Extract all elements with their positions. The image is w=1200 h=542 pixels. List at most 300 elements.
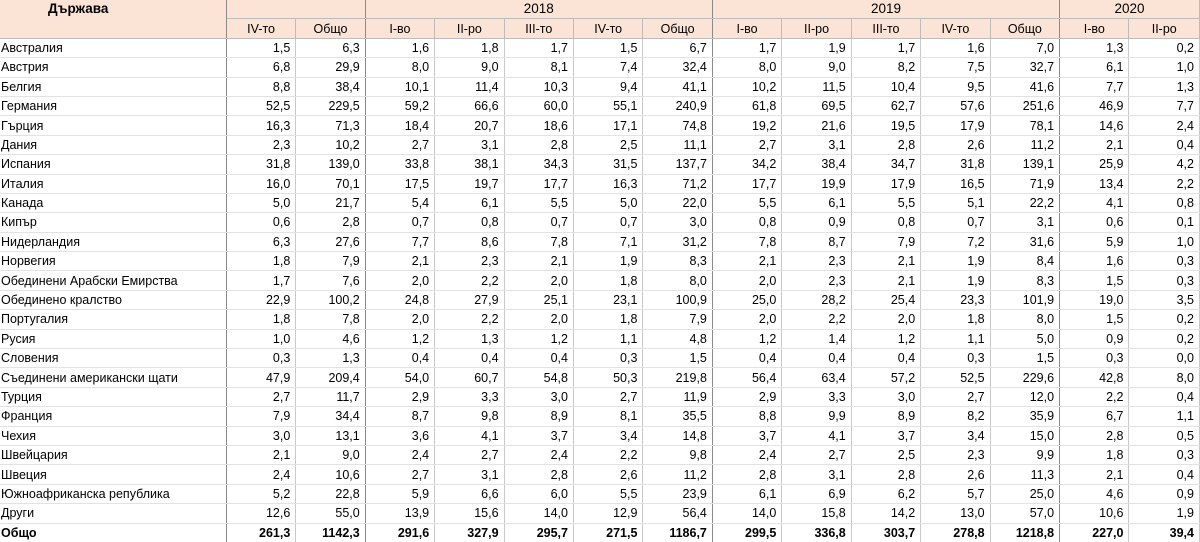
value-cell: 25,0 [712,290,781,309]
value-cell: 0,4 [1129,465,1200,484]
value-cell: 21,6 [782,116,851,135]
value-cell: 8,6 [435,232,504,251]
value-cell: 229,5 [296,96,365,115]
value-cell: 2,3 [782,252,851,271]
value-cell: 0,3 [1129,252,1200,271]
value-cell: 0,3 [226,349,295,368]
value-cell: 0,7 [921,213,990,232]
value-cell: 1,1 [1129,407,1200,426]
value-cell: 31,2 [643,232,712,251]
value-cell: 8,0 [990,310,1059,329]
value-cell: 3,1 [435,465,504,484]
value-cell: 3,1 [782,465,851,484]
value-cell: 0,7 [504,213,573,232]
value-cell: 7,9 [851,232,920,251]
value-cell: 29,9 [296,58,365,77]
quarter-header: IV-то [226,19,295,38]
value-cell: 0,6 [226,213,295,232]
value-cell: 0,8 [851,213,920,232]
value-cell: 17,7 [504,174,573,193]
value-cell: 56,4 [712,368,781,387]
value-cell: 2,3 [435,252,504,271]
value-cell: 22,2 [990,193,1059,212]
value-cell: 11,9 [643,387,712,406]
value-cell: 0,2 [1129,329,1200,348]
value-cell: 4,1 [782,426,851,445]
value-cell: 100,9 [643,290,712,309]
value-cell: 5,5 [573,484,642,503]
value-cell: 46,9 [1060,96,1129,115]
value-cell: 8,0 [712,58,781,77]
value-cell: 14,0 [504,504,573,523]
value-cell: 11,5 [782,77,851,96]
value-cell: 139,0 [296,155,365,174]
value-cell: 0,0 [1129,349,1200,368]
value-cell: 8,9 [504,407,573,426]
table-row [0,77,1200,96]
pre-year-header [226,0,365,19]
value-cell: 71,9 [990,174,1059,193]
value-cell: 10,1 [365,77,434,96]
value-cell: 34,7 [851,155,920,174]
value-cell: 2,2 [1129,174,1200,193]
value-cell: 209,4 [296,368,365,387]
value-cell: 0,7 [365,213,434,232]
value-cell: 1,4 [782,329,851,348]
table-row [0,271,1200,290]
value-cell: 3,0 [643,213,712,232]
value-cell: 1,6 [365,38,434,57]
table-row [0,504,1200,523]
value-cell: 9,9 [782,407,851,426]
value-cell: 6,1 [782,193,851,212]
value-cell: 295,7 [504,523,573,542]
value-cell: 6,3 [226,232,295,251]
value-cell: 14,6 [1060,116,1129,135]
value-cell: 2,5 [851,445,920,464]
value-cell: 10,6 [296,465,365,484]
value-cell: 2,0 [712,271,781,290]
value-cell: 2,0 [365,271,434,290]
value-cell: 20,7 [435,116,504,135]
quarter-header: IV-то [573,19,642,38]
value-cell: 6,9 [782,484,851,503]
table-row [0,116,1200,135]
value-cell: 3,1 [782,135,851,154]
value-cell: 0,2 [1129,310,1200,329]
value-cell: 4,6 [1060,484,1129,503]
quarter-header: II-ро [1129,19,1200,38]
value-cell: 6,2 [851,484,920,503]
value-cell: 5,2 [226,484,295,503]
value-cell: 57,6 [921,96,990,115]
country-name-cell: Дания [0,135,226,154]
value-cell: 0,4 [782,349,851,368]
value-cell: 7,6 [296,271,365,290]
value-cell: 1,6 [921,38,990,57]
value-cell: 41,1 [643,77,712,96]
value-cell: 0,4 [504,349,573,368]
value-cell: 31,6 [990,232,1059,251]
country-name-cell: Швеция [0,465,226,484]
value-cell: 1,7 [226,271,295,290]
value-cell: 31,8 [921,155,990,174]
value-cell: 8,8 [226,77,295,96]
value-cell: 11,4 [435,77,504,96]
country-name-cell: Нидерландия [0,232,226,251]
quarter-header: I-во [365,19,434,38]
value-cell: 11,3 [990,465,1059,484]
value-cell: 278,8 [921,523,990,542]
value-cell: 0,4 [435,349,504,368]
value-cell: 2,2 [435,310,504,329]
value-cell: 18,4 [365,116,434,135]
value-cell: 1,9 [573,252,642,271]
value-cell: 24,8 [365,290,434,309]
value-cell: 6,0 [504,484,573,503]
value-cell: 6,7 [643,38,712,57]
value-cell: 7,8 [504,232,573,251]
value-cell: 32,4 [643,58,712,77]
value-cell: 271,5 [573,523,642,542]
value-cell: 17,9 [851,174,920,193]
value-cell: 54,8 [504,368,573,387]
value-cell: 0,9 [1129,484,1200,503]
country-name-cell: Турция [0,387,226,406]
value-cell: 7,0 [990,38,1059,57]
value-cell: 9,0 [782,58,851,77]
country-name-cell: Италия [0,174,226,193]
value-cell: 2,0 [365,310,434,329]
value-cell: 14,2 [851,504,920,523]
table-row [0,368,1200,387]
value-cell: 139,1 [990,155,1059,174]
table-body [0,38,1200,542]
value-cell: 15,6 [435,504,504,523]
value-cell: 3,0 [504,387,573,406]
quarter-header: IV-то [921,19,990,38]
value-cell: 61,8 [712,96,781,115]
value-cell: 1,8 [921,310,990,329]
value-cell: 1,3 [1060,38,1129,57]
value-cell: 5,9 [1060,232,1129,251]
value-cell: 19,5 [851,116,920,135]
value-cell: 3,0 [226,426,295,445]
value-cell: 8,8 [712,407,781,426]
value-cell: 42,8 [1060,368,1129,387]
country-name-cell: Словения [0,349,226,368]
value-cell: 28,2 [782,290,851,309]
value-cell: 3,7 [504,426,573,445]
value-cell: 4,1 [1060,193,1129,212]
country-name-cell: Съединени американски щати [0,368,226,387]
value-cell: 2,4 [504,445,573,464]
table-row [0,349,1200,368]
value-cell: 1,8 [1060,445,1129,464]
value-cell: 1,7 [504,38,573,57]
value-cell: 1,7 [851,38,920,57]
value-cell: 7,9 [643,310,712,329]
value-cell: 8,1 [504,58,573,77]
value-cell: 12,6 [226,504,295,523]
country-column-header: Държава [0,0,226,38]
value-cell: 4,8 [643,329,712,348]
value-cell: 25,1 [504,290,573,309]
value-cell: 2,7 [712,135,781,154]
value-cell: 7,1 [573,232,642,251]
value-cell: 2,1 [712,252,781,271]
value-cell: 10,4 [851,77,920,96]
value-cell: 8,2 [921,407,990,426]
value-cell: 1142,3 [296,523,365,542]
value-cell: 0,3 [921,349,990,368]
value-cell: 57,0 [990,504,1059,523]
value-cell: 8,0 [365,58,434,77]
value-cell: 34,2 [712,155,781,174]
value-cell: 1,8 [226,310,295,329]
value-cell: 1,0 [1129,58,1200,77]
value-cell: 2,1 [1060,465,1129,484]
value-cell: 13,4 [1060,174,1129,193]
value-cell: 9,5 [921,77,990,96]
value-cell: 2,7 [226,387,295,406]
value-cell: 2,0 [712,310,781,329]
value-cell: 251,6 [990,96,1059,115]
value-cell: 69,5 [782,96,851,115]
value-cell: 0,2 [1129,38,1200,57]
value-cell: 1,3 [435,329,504,348]
value-cell: 0,3 [1129,271,1200,290]
value-cell: 8,1 [573,407,642,426]
value-cell: 5,0 [990,329,1059,348]
value-cell: 2,2 [435,271,504,290]
value-cell: 2,1 [365,252,434,271]
header-years-row [0,0,1200,19]
value-cell: 31,5 [573,155,642,174]
value-cell: 16,3 [226,116,295,135]
value-cell: 2,1 [226,445,295,464]
value-cell: 9,8 [643,445,712,464]
country-name-cell: Австрия [0,58,226,77]
quarter-header: I-во [1060,19,1129,38]
value-cell: 9,9 [990,445,1059,464]
value-cell: 3,4 [573,426,642,445]
value-cell: 2,4 [365,445,434,464]
value-cell: 1186,7 [643,523,712,542]
value-cell: 8,2 [851,58,920,77]
value-cell: 3,3 [782,387,851,406]
value-cell: 2,7 [365,465,434,484]
value-cell: 14,8 [643,426,712,445]
value-cell: 8,3 [643,252,712,271]
value-cell: 8,3 [990,271,1059,290]
value-cell: 5,1 [921,193,990,212]
country-name-cell: Общо [0,523,226,542]
value-cell: 2,8 [296,213,365,232]
value-cell: 19,2 [712,116,781,135]
value-cell: 2,6 [573,465,642,484]
value-cell: 78,1 [990,116,1059,135]
table-row [0,407,1200,426]
country-name-cell: Германия [0,96,226,115]
value-cell: 2,4 [1129,116,1200,135]
value-cell: 66,6 [435,96,504,115]
value-cell: 1,2 [851,329,920,348]
value-cell: 12,0 [990,387,1059,406]
value-cell: 10,2 [296,135,365,154]
value-cell: 0,9 [782,213,851,232]
value-cell: 2,2 [782,310,851,329]
value-cell: 17,7 [712,174,781,193]
value-cell: 6,1 [1060,58,1129,77]
value-cell: 55,1 [573,96,642,115]
value-cell: 2,8 [504,135,573,154]
value-cell: 2,5 [573,135,642,154]
value-cell: 60,7 [435,368,504,387]
country-name-cell: Португалия [0,310,226,329]
table-row [0,252,1200,271]
value-cell: 1,0 [226,329,295,348]
value-cell: 2,3 [921,445,990,464]
value-cell: 7,4 [573,58,642,77]
value-cell: 38,1 [435,155,504,174]
value-cell: 7,5 [921,58,990,77]
value-cell: 1,5 [990,349,1059,368]
value-cell: 25,4 [851,290,920,309]
value-cell: 8,4 [990,252,1059,271]
quarter-header: III-то [851,19,920,38]
quarter-header: Общо [643,19,712,38]
value-cell: 9,8 [435,407,504,426]
value-cell: 5,5 [504,193,573,212]
value-cell: 6,6 [435,484,504,503]
value-cell: 4,2 [1129,155,1200,174]
table-row [0,426,1200,445]
year-header-2018: 2018 [365,0,712,19]
value-cell: 229,6 [990,368,1059,387]
value-cell: 219,8 [643,368,712,387]
value-cell: 1,1 [573,329,642,348]
value-cell: 47,9 [226,368,295,387]
value-cell: 16,5 [921,174,990,193]
value-cell: 2,3 [226,135,295,154]
value-cell: 7,7 [365,232,434,251]
value-cell: 1,5 [226,38,295,57]
value-cell: 2,1 [504,252,573,271]
value-cell: 100,2 [296,290,365,309]
value-cell: 1,0 [1129,232,1200,251]
value-cell: 23,1 [573,290,642,309]
country-name-cell: Южноафриканска република [0,484,226,503]
value-cell: 0,8 [712,213,781,232]
value-cell: 9,0 [296,445,365,464]
value-cell: 5,5 [851,193,920,212]
value-cell: 6,3 [296,38,365,57]
value-cell: 227,0 [1060,523,1129,542]
value-cell: 101,9 [990,290,1059,309]
table-row [0,213,1200,232]
value-cell: 1,7 [712,38,781,57]
value-cell: 3,7 [851,426,920,445]
value-cell: 2,6 [921,465,990,484]
value-cell: 0,8 [435,213,504,232]
value-cell: 14,0 [712,504,781,523]
value-cell: 34,3 [504,155,573,174]
value-cell: 6,1 [712,484,781,503]
country-name-cell: Испания [0,155,226,174]
value-cell: 303,7 [851,523,920,542]
value-cell: 0,1 [1129,213,1200,232]
value-cell: 0,8 [1129,193,1200,212]
value-cell: 3,5 [1129,290,1200,309]
value-cell: 2,6 [921,135,990,154]
value-cell: 3,1 [435,135,504,154]
value-cell: 1,5 [1060,310,1129,329]
value-cell: 27,6 [296,232,365,251]
value-cell: 3,1 [990,213,1059,232]
country-name-cell: Русия [0,329,226,348]
value-cell: 25,9 [1060,155,1129,174]
value-cell: 2,0 [504,310,573,329]
country-name-cell: Други [0,504,226,523]
table-row [0,155,1200,174]
value-cell: 2,8 [851,135,920,154]
value-cell: 2,0 [851,310,920,329]
year-header-2020: 2020 [1060,0,1200,19]
country-name-cell: Австралия [0,38,226,57]
value-cell: 7,9 [296,252,365,271]
value-cell: 0,5 [1129,426,1200,445]
value-cell: 5,9 [365,484,434,503]
value-cell: 9,0 [435,58,504,77]
value-cell: 41,6 [990,77,1059,96]
quarter-header: II-ро [782,19,851,38]
value-cell: 31,8 [226,155,295,174]
value-cell: 16,3 [573,174,642,193]
value-cell: 50,3 [573,368,642,387]
value-cell: 23,9 [643,484,712,503]
value-cell: 3,7 [712,426,781,445]
table-row [0,445,1200,464]
value-cell: 15,0 [990,426,1059,445]
value-cell: 1,3 [296,349,365,368]
value-cell: 52,5 [226,96,295,115]
value-cell: 1,1 [921,329,990,348]
value-cell: 11,7 [296,387,365,406]
value-cell: 0,3 [573,349,642,368]
table-row [0,329,1200,348]
value-cell: 34,4 [296,407,365,426]
table-row [0,38,1200,57]
value-cell: 299,5 [712,523,781,542]
value-cell: 71,2 [643,174,712,193]
value-cell: 0,4 [851,349,920,368]
quarter-header: III-то [504,19,573,38]
value-cell: 27,9 [435,290,504,309]
value-cell: 60,0 [504,96,573,115]
value-cell: 7,2 [921,232,990,251]
value-cell: 55,0 [296,504,365,523]
value-cell: 18,6 [504,116,573,135]
value-cell: 1,5 [573,38,642,57]
value-cell: 6,1 [435,193,504,212]
value-cell: 7,9 [226,407,295,426]
value-cell: 1,8 [226,252,295,271]
value-cell: 74,8 [643,116,712,135]
value-cell: 13,1 [296,426,365,445]
value-cell: 1,2 [504,329,573,348]
value-cell: 59,2 [365,96,434,115]
